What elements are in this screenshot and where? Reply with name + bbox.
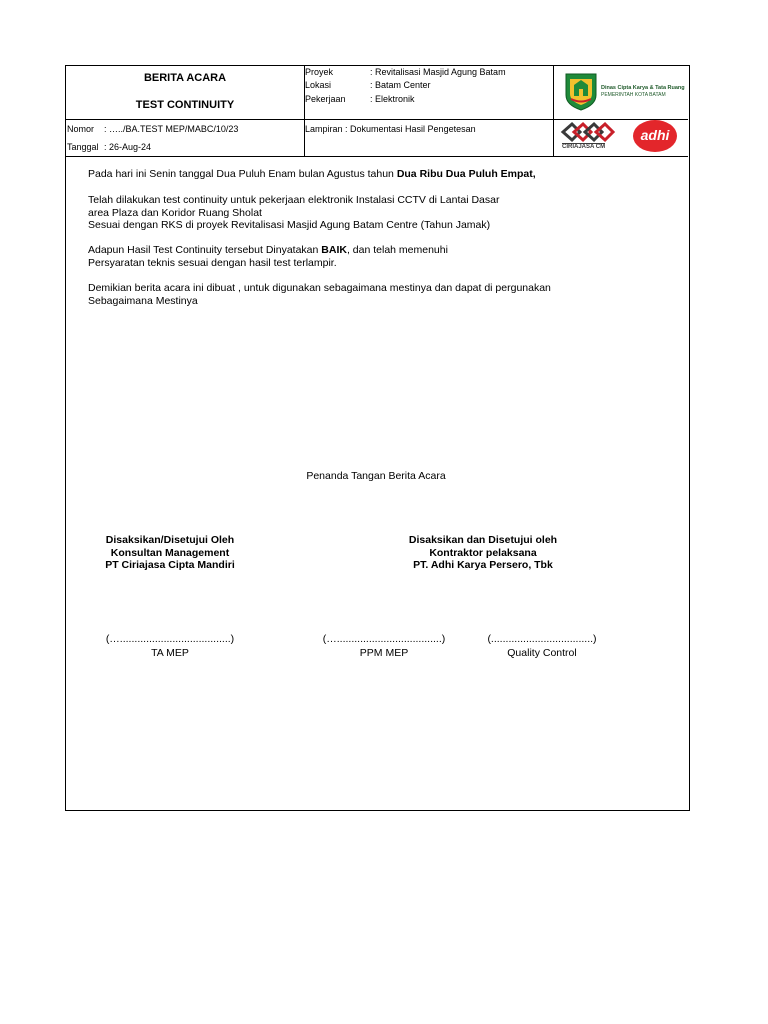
opening-text: Pada hari ini Senin tanggal Dua Puluh Enam bulan Agustus tahun (88, 168, 397, 180)
signature-line-ta-mep: (…......................................) (105, 633, 235, 645)
signature-line-ppm-mep: (…....................................) (322, 633, 446, 645)
batam-emblem-icon (563, 71, 599, 111)
nomor-label: Nomor (67, 124, 95, 134)
pekerjaan-value: : Elektronik (370, 94, 415, 104)
result-rest: , dan telah memenuhi (346, 244, 448, 256)
opening-year: Dua Ribu Dua Puluh Empat, (396, 168, 536, 180)
signature-role-ta-mep: TA MEP (151, 647, 189, 659)
closing-line-2: Sebagaimana Mestinya (88, 294, 198, 307)
header-bottom-border (66, 156, 688, 157)
test-desc-line-1: Telah dilakukan test continuity untuk pekerjaan elektronik Instalasi CCTV di Lantai Dasar (88, 194, 500, 206)
header-col-divider-2 (553, 66, 554, 156)
signature-role-quality-control: Quality Control (507, 647, 577, 659)
lokasi-label: Lokasi (305, 80, 332, 90)
left-witness-line-1: Disaksikan/Disetujui Oleh (105, 534, 235, 546)
result-line-2: Persyaratan teknis sesuai dengan hasil test terlampir. (88, 256, 337, 269)
paragraph-closing (88, 282, 551, 307)
adhi-logo-text: adhi (640, 127, 670, 143)
proyek-label: Proyek (305, 67, 334, 77)
paragraph-result (88, 244, 448, 269)
adhi-logo (633, 120, 677, 152)
nomor-value: : …../BA.TEST MEP/MABC/10/23 (104, 124, 239, 134)
signature-heading: Penanda Tangan Berita Acara (306, 470, 446, 482)
right-witness-line-1: Disaksikan dan Disetujui oleh (408, 534, 558, 546)
ciriajasa-logo (560, 121, 618, 153)
left-witness-line-3: PT Ciriajasa Cipta Mandiri (105, 559, 235, 571)
signature-line-quality-control: (...................................) (487, 633, 597, 645)
left-witness-line-2: Konsultan Management (110, 546, 230, 559)
test-desc-line-2: area Plaza dan Koridor Ruang Sholat (88, 206, 262, 219)
paragraph-opening (88, 168, 536, 181)
signature-role-ppm-mep: PPM MEP (359, 647, 409, 659)
signature-left-block (80, 534, 260, 572)
right-witness-line-2: Kontraktor pelaksana (429, 546, 537, 559)
closing-line-1: Demikian berita acara ini dibuat , untuk digunakan sebagaimana mestinya dan dapat di pergunakan (88, 282, 551, 294)
ciriajasa-mark-icon (560, 121, 618, 143)
lampiran-text: Lampiran : Dokumentasi Hasil Pengetesan (305, 124, 476, 134)
header-divider (66, 119, 688, 120)
title-line-1: BERITA ACARA (143, 72, 227, 84)
right-witness-line-3: PT. Adhi Karya Persero, Tbk (413, 559, 553, 571)
test-desc-line-3: Sesuai dengan RKS di proyek Revitalisasi Masjid Agung Batam Centre (Tahun Jamak) (88, 219, 491, 231)
paragraph-test-description (88, 194, 499, 232)
lokasi-value: : Batam Center (370, 80, 431, 90)
pemko-logo-line-2: PEMERINTAH KOTA BATAM (601, 92, 666, 98)
result-status: BAIK (321, 244, 347, 256)
tanggal-value: : 26-Aug-24 (104, 142, 152, 152)
signature-right-block (383, 534, 583, 572)
proyek-value: : Revitalisasi Masjid Agung Batam (370, 67, 506, 77)
title-line-2: TEST CONTINUITY (135, 99, 235, 111)
result-text: Adapun Hasil Test Continuity tersebut Dinyatakan (88, 244, 322, 256)
pekerjaan-label: Pekerjaan (305, 94, 346, 104)
pemko-logo-line-1: Dinas Cipta Karya & Tata Ruang (601, 85, 685, 91)
pemko-batam-logo (563, 71, 685, 111)
ciriajasa-logo-text: CIRIAJASA CM (562, 144, 606, 150)
tanggal-label: Tanggal (67, 142, 99, 152)
